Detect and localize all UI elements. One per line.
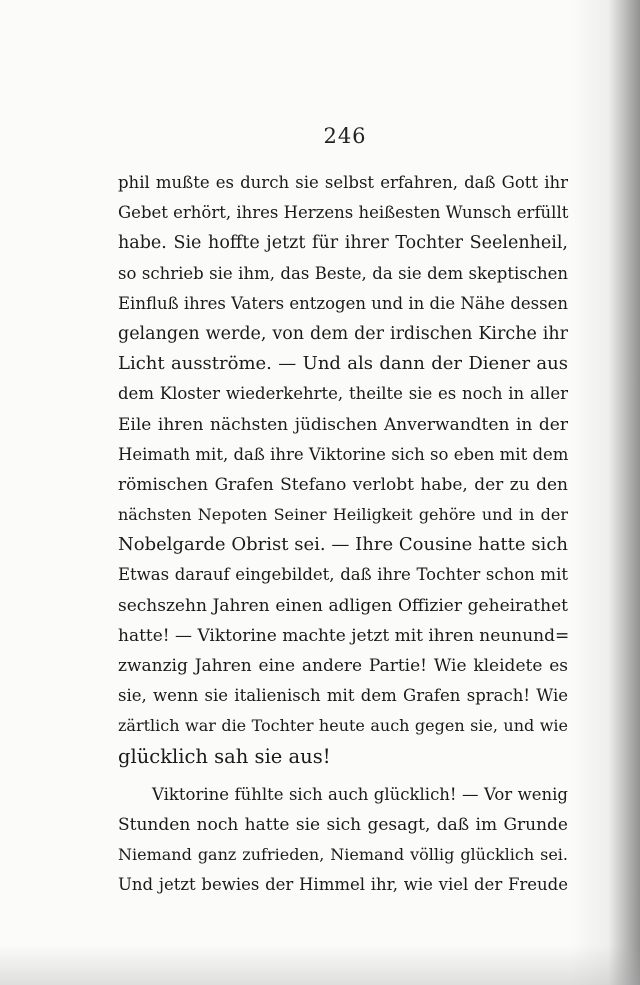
text-line: Einfluß ihres Vaters entzogen und in die Nähe dessen <box>118 293 568 313</box>
text-line: Eile ihren nächsten jüdischen Anverwandten in der <box>118 414 568 435</box>
text-line: habe. Sie hoffte jetzt für ihrer Tochter Seelenheil, <box>118 233 568 254</box>
body-text <box>118 168 568 901</box>
paragraph-1 <box>118 168 568 772</box>
text-line: nächsten Nepoten Seiner Heiligkeit gehöre und in der <box>118 505 568 525</box>
text-line: Etwas darauf eingebildet, daß ihre Tochter schon mit <box>118 565 568 585</box>
text-line: sechszehn Jahren einen adligen Offizier geheirathet <box>118 595 568 616</box>
text-line: Viktorine fühlte sich auch glücklich! — Vor wenig <box>152 784 568 804</box>
text-line: Stunden noch hatte sie sich gesagt, daß im Grunde <box>118 814 568 835</box>
page-number: 246 <box>323 124 367 148</box>
text-line: zärtlich war die Tochter heute auch gegen sie, und wie <box>118 716 568 736</box>
text-line: Nobelgarde Obrist sei. — Ihre Cousine hatte sich <box>118 534 568 556</box>
text-line: so schrieb sie ihm, das Beste, da sie dem skeptischen <box>118 263 568 283</box>
text-line: sie, wenn sie italienisch mit dem Grafen sprach! Wie <box>118 686 568 706</box>
text-line: dem Kloster wiederkehrte, theilte sie es noch in aller <box>118 384 568 404</box>
text-line: glücklich sah sie aus! <box>118 744 331 768</box>
text-line: phil mußte es durch sie selbst erfahren, daß Gott ihr <box>118 173 568 192</box>
text-line: Niemand ganz zufrieden, Niemand völlig glücklich sei. <box>118 845 568 865</box>
text-line: gelangen werde, von dem der irdischen Kirche ihr <box>118 323 568 344</box>
text-line: Heimath mit, daß ihre Viktorine sich so eben mit dem <box>118 444 569 464</box>
paragraph-2 <box>118 780 568 901</box>
text-line: Gebet erhört, ihres Herzens heißesten Wunsch erfüllt <box>118 203 569 223</box>
text-line: römischen Grafen Stefano verlobt habe, der zu den <box>118 474 568 495</box>
text-line: Licht ausströme. — Und als dann der Diener aus <box>118 353 568 375</box>
text-line: zwanzig Jahren eine andere Partie! Wie kleidete es <box>118 656 568 676</box>
text-line: Und jetzt bewies der Himmel ihr, wie viel der Freude <box>118 875 568 895</box>
text-line: hatte! — Viktorine machte jetzt mit ihren neunund= <box>118 625 570 646</box>
page-bottom-shadow <box>0 945 640 985</box>
